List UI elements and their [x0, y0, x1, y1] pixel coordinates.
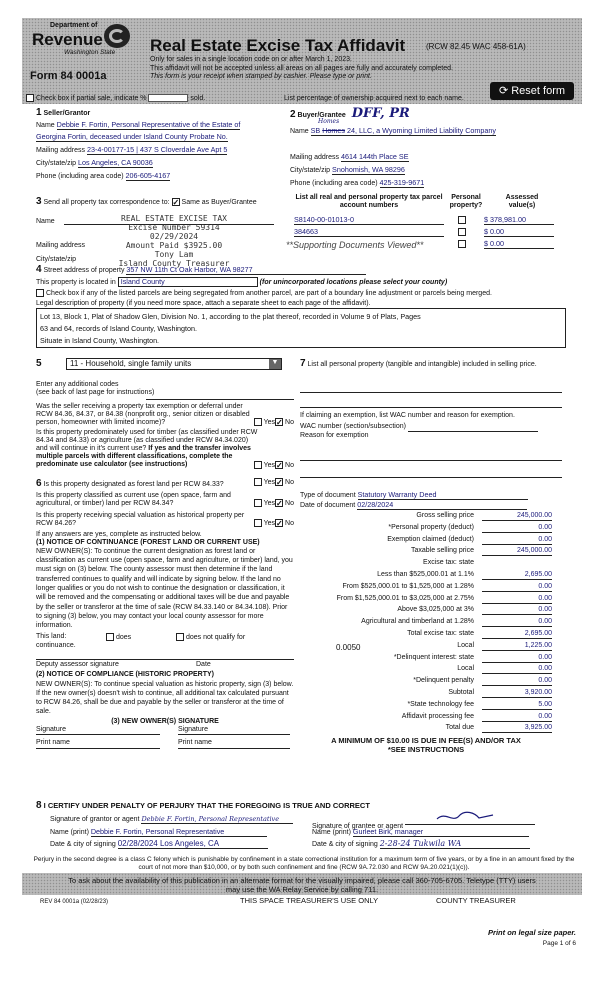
parcel-row	[294, 228, 564, 240]
tax-row: From $1,525,000.01 to $3,025,000 at 2.75% 0.00	[300, 595, 552, 607]
document-type-input[interactable]: Statutory Warranty Deed	[358, 491, 528, 500]
legal-description-input[interactable]: Lot 13, Block 1, Plat of Shadow Glen, Division No. 1, according to the plat thereof, recorded in Volume 9 of Plats, Pages 63 and 64, records of Island County, Washington. Situate in Island County, Washington.	[36, 308, 566, 348]
personal-property-section: 7 List all personal property (tangible and intangible) included in selling price. If claiming an exemption, list WAC number and reason for exemption. WAC number (section/subsection) Reason for exemption Type of document Statutory Warranty Deed Date of document 02/28/2024	[300, 358, 562, 510]
land-use-section: 5 11 - Household, single family units ▼ Enter any additional codes (see back of last page for instructions) Was the seller receiving a property tax exemption or deferral under RCW 84.36, 84.37, or 84.38 (nonprofit org., senior citizen or disabled person, homeowner with limited income)? Yes✓ No Is this property predominately used for timber (as classified under RCW 84.34 and 84.33) or agriculture (as classified under RCW 84.34.020) and will continue in it's current use? If yes and the transfer involves multiple parcels with different classifications, complete the predominate use calculator (see instructions) Yes✓ No	[36, 358, 294, 470]
timber-no-checkbox[interactable]: ✓	[276, 460, 283, 470]
partial-sale: Check box if partial sale, indicate % sold.	[26, 94, 205, 103]
grantee-signature[interactable]	[405, 816, 535, 825]
buyer-section: 2 Buyer/Grantee DFF, PR Homes Name SB Homes 24, LLC, a Wyoming Limited Liability Company Mailing address 4614 144th Place SE City/state/zip Snohomish, WA 98296 Phone (including area code) 425-319-9671	[290, 106, 496, 188]
dropdown-icon: ▼	[269, 359, 281, 369]
tax-calculation: Gross selling price 245,000.00 *Personal property (deduct) 0.00 Exemption claimed (deduct) 0.00 Taxable selling price 245,000.00 Excise tax: state Less than $525,000.01 at 1.1% 2,695.00 From $525,000.01 to $1,525,000 at 1.28% 0.00 From $1,525,000.01 to $3,025,000 at 2.75% 0.00 Above $3,025,000 at 3% 0.00 Agricultural and timberland at 1.28% 0.00 Total excise tax: state 2,695.00 0.0050 Local 1,225.00 *Delinquent interest: state 0.00 Local 0.00 *Delinquent penalty 0.00 Subtotal 3,920.00 *State technology fee 5.00 Affidavit processing fee 0.00 Total due 3,925.00 A MINIMUM OF $10.00 IS DUE IN FEE(S) AND/OR TAX *SEE INSTRUCTIONS	[300, 512, 552, 754]
assessed-value-input[interactable]: $ 378,981.00	[484, 216, 554, 225]
forest-yes-checkbox[interactable]	[254, 478, 262, 486]
treasurer-use-only: THIS SPACE TREASURER'S USE ONLY	[240, 896, 379, 905]
tax-row: Local 0.00	[300, 665, 552, 677]
dor-logo-text: Revenue	[32, 30, 103, 49]
tax-row: *State technology fee 5.00	[300, 701, 552, 713]
buyer-city-input[interactable]: Snohomish, WA 98296	[332, 165, 405, 175]
seller-mailing-input[interactable]: 23-4-00177-15 | 437 S Cloverdale Ave Apt 5	[86, 144, 228, 154]
land-does-not-checkbox[interactable]	[176, 633, 184, 641]
new-owner-print-1[interactable]	[36, 748, 160, 749]
tax-correspondence-section: 3 Send all property tax correspondence to: ✓ Same as Buyer/Grantee Name Mailing address City/state/zip REAL ESTATE EXCISE TAX Excise Number 59314 02/29/2024 Amount Paid $3925.00 Tony Lam Island County Treasurer	[36, 196, 286, 260]
treasurer-stamp: REAL ESTATE EXCISE TAX Excise Number 59314 02/29/2024 Amount Paid $3925.00 Tony Lam Island County Treasurer	[118, 213, 230, 268]
document-date-input[interactable]: 02/28/2024	[357, 501, 527, 510]
personal-property-checkbox[interactable]	[458, 216, 466, 224]
land-use-code-select[interactable]: 11 - Household, single family units ▼	[66, 358, 282, 370]
tax-row: *Delinquent interest: state 0.00	[300, 654, 552, 666]
forest-land-section: 6 Is this property designated as forest land per RCW 84.33? Yes✓ No Is this property classified as current use (open space, farm and agricultural, or timber) land per RCW 84.34? Yes✓ No Is this property receiving special valuation as historical property per RCW 84.26? Yes✓ No If any answers are yes, complete as instructed below. (1) NOTICE OF CONTINUANCE (FOREST LAND OR CURRENT USE) NEW OWNER(S): To continue the current designation as forest land or classification as current use (open space, farm and agriculture, or timber) land, you must sign on (3) below. The county assessor must then determine if the land transferred continues to qualify and will indicate by signing below. If the land no longer qualifies or you do not wish to continue the designation or classification, it will be removed and the compensating or additional taxes will be due and payable by the seller or transferor at the time of sale (RCW 84.33.140 or 84.34.108). Prior to signing (3) below, you may contact your local county assessor for more information. This land: continuance. does does not qualify for Deputy assessor signature Date (2) NOTICE OF COMPLIANCE (HISTORIC PROPERTY) NEW OWNER(S): To continue special valuation as historic property, sign (3) below. If the new owner(s) doesn't wish to continue, all additional tax calculated pursuant to RCW 84.26, shall be due and payable by the seller or transferor at the time of sale. (3) NEW OWNER(S) SIGNATURE Signature Signature Print name Print name	[36, 478, 294, 762]
county-select[interactable]: Island County	[118, 277, 258, 287]
tax-row: Gross selling price 245,000.00	[300, 512, 552, 524]
buyer-phone-input[interactable]: 425-319-9671	[379, 178, 425, 188]
reset-form-button[interactable]: ⟳ Reset form	[490, 82, 574, 100]
seller-city-input[interactable]: Los Angeles, CA 90036	[78, 157, 153, 167]
perjury-notice: Perjury in the second degree is a class C felony which is punishable by confinement in a state correctional institution for a maximum term of five years, or by a fine in an amount fixed by the court of not more than $10,000, or by both such confinement and fine (RCW 9A.72.030 and RCW 9A.20.021(1)(c)).	[33, 856, 575, 871]
certification-section: 8 I CERTIFY UNDER PENALTY OF PERJURY THAT THE FOREGOING IS TRUE AND CORRECT Signature of grantor or agent Debbie F. Fortin, Personal Representative Name (print) Debbie F. Fortin, Personal Representative Date & city of signing 02/28/2024 Los Angeles, CA Signature of grantee or agent Name (print) Gurleet Birk, manager Date & city of signing 2-28-24 Tukwila WA	[36, 800, 566, 850]
tax-row: Agricultural and timberland at 1.28% 0.00	[300, 618, 552, 630]
tax-row: *Delinquent penalty 0.00	[300, 677, 552, 689]
exemption-deduct[interactable]: 0.00	[482, 536, 552, 545]
tax-row: Taxable selling price 245,000.00	[300, 547, 552, 559]
form-number: Form 84 0001a	[30, 70, 107, 82]
parcel-row	[286, 239, 564, 252]
total-due: 3,925.00	[482, 724, 552, 733]
page-number: Page 1 of 6	[542, 940, 576, 947]
personal-property-checkbox[interactable]	[458, 228, 466, 236]
gross-selling-price[interactable]: 245,000.00	[482, 512, 552, 521]
tax-row: 0.0050 Local 1,225.00	[336, 641, 552, 652]
dor-logo: Department of Revenue Washington State	[30, 22, 140, 68]
tax-row: Total due 3,925.00	[300, 724, 552, 736]
land-does-checkbox[interactable]	[106, 633, 114, 641]
tax-row: From $525,000.01 to $1,525,000 at 1.28% 0.00	[300, 583, 552, 595]
county-treasurer: COUNTY TREASURER	[436, 896, 516, 905]
personal-property-checkbox[interactable]	[458, 240, 466, 248]
timber-yes-checkbox[interactable]	[254, 461, 262, 469]
buyer-name-input[interactable]: SB Homes 24, LLC, a Wyoming Limited Liability Company	[310, 125, 496, 135]
historic-yes-checkbox[interactable]	[254, 519, 262, 527]
tax-row: Subtotal 3,920.00	[300, 689, 552, 701]
grantee-date-city-input[interactable]: 2-28-24 Tukwila WA	[380, 839, 530, 849]
tax-row: Less than $525,000.01 at 1.1% 2,695.00	[300, 571, 552, 583]
form-notes: Only for sales in a single location code on or after March 1, 2023. This affidavit will not be accepted unless all areas on all pages are fully and accurately completed. This form is your receipt when stamped by cashier. Please type or print.	[150, 56, 453, 80]
availability-banner: To ask about the availability of this publication in an alternate format for the visually impaired, please call 360-705-6705. Teletype (TTY) users may use the WA Relay Service by calling 711.	[22, 873, 582, 895]
legal-paper-note: Print on legal size paper.	[488, 928, 576, 937]
seller-name-line2[interactable]: Georgina Fortin, deceased under Island County Probate No.	[36, 131, 228, 141]
property-section: 4 Street address of property 357 NW 11th Ct Oak Harbor, WA 98277 This property is located in Island County (for unincorporated locations please select your county) Check box if any of the listed parcels are being segregated from another parcel, are part of a boundary line adjustment or parcels being merged. Legal description of property (if you need more space, attach a separate sheet to each page of the affidavit). Lot 13, Block 1, Plat of Shadow Glen, Division No. 1, according to the plat thereof, recorded in Volume 9 of Plats, Pages 63 and 64, records of Island County, Washington. Situate in Island County, Washington.	[36, 264, 566, 348]
new-owner-signature-1[interactable]	[36, 734, 160, 735]
grantee-name-input[interactable]: Gurleet Birk, manager	[353, 828, 529, 837]
tax-row: Total excise tax: state 2,695.00	[300, 630, 552, 642]
parcel-number-input[interactable]: S8140-00-01013-0	[294, 216, 444, 225]
new-owner-print-2[interactable]	[178, 748, 290, 749]
taxable-selling-price: 245,000.00	[482, 547, 552, 556]
form-rcw: (RCW 82.45 WAC 458-61A)	[426, 42, 526, 51]
form-title: Real Estate Excise Tax Affidavit	[150, 36, 406, 55]
personal-property-deduct[interactable]: 0.00	[482, 524, 552, 533]
grantor-name-input[interactable]: Debbie F. Fortin, Personal Representative	[91, 828, 267, 837]
grantor-signature[interactable]: Debbie F. Fortin, Personal Representative	[141, 816, 293, 824]
tax-row: Exemption claimed (deduct) 0.00	[300, 536, 552, 548]
assessed-value-input[interactable]: $ 0.00	[484, 240, 554, 249]
reset-icon: ⟳	[498, 85, 509, 97]
new-owner-signature-2[interactable]	[178, 734, 290, 735]
dor-logo-icon	[104, 24, 130, 48]
historic-no-checkbox[interactable]: ✓	[276, 518, 283, 528]
forest-no-checkbox[interactable]: ✓	[276, 478, 283, 487]
local-rate: 0.0050	[336, 642, 361, 652]
partial-sale-checkbox[interactable]	[26, 94, 34, 102]
parcel-row	[294, 216, 564, 228]
street-address-input[interactable]: 357 NW 11th Ct Oak Harbor, WA 98277	[126, 266, 366, 275]
tax-row: Affidavit processing fee 0.00	[300, 713, 552, 725]
buyer-handwritten-initials: DFF, PR	[351, 106, 410, 121]
reason-input[interactable]	[300, 460, 562, 461]
exemption-yes-checkbox[interactable]	[254, 418, 262, 426]
tax-row: Above $3,025,000 at 3% 0.00	[300, 606, 552, 618]
current-use-yes-checkbox[interactable]	[254, 499, 262, 507]
same-as-buyer-checkbox[interactable]: ✓	[172, 198, 180, 208]
wac-number-input[interactable]	[408, 423, 538, 432]
partial-sale-percent-input[interactable]	[148, 94, 188, 102]
parcels-section: List all real and personal property tax parcel account numbers Personal property? Assessed value(s) S8140-00-01013-0 $ 378,981.00 384663 $ 0.00 **Supporting Documents Viewed** $ 0.00	[294, 194, 564, 252]
seller-phone-input[interactable]: 206-605-4167	[125, 170, 171, 180]
parcel-number-input[interactable]: 384663	[294, 228, 444, 237]
form-header	[22, 18, 582, 104]
exemption-no-checkbox[interactable]: ✓	[276, 418, 283, 428]
revision: REV 84 0001a (02/28/23)	[40, 899, 109, 905]
seller-section: 1 Seller/Grantor Name Debbie F. Fortin, Personal Representative of the Estate of Georgina Fortin, deceased under Island County Probate No. Mailing address 23-4-00177-15 | 437 S Cloverdale Ave Apt 5 City/state/zip Los Angeles, CA 90036 Phone (including area code) 206-605-4167	[36, 107, 241, 180]
grantee-signature-scribble	[435, 811, 495, 823]
segregated-checkbox[interactable]	[36, 289, 44, 297]
assessed-value-input[interactable]: $ 0.00	[484, 228, 554, 237]
tax-row: Excise tax: state	[423, 559, 474, 567]
seller-name-input[interactable]: Debbie F. Fortin, Personal Representative of the Estate of	[56, 119, 241, 129]
grantor-date-city-input[interactable]: 02/28/2024 Los Angeles, CA	[118, 839, 268, 849]
tax-row: *Personal property (deduct) 0.00	[300, 524, 552, 536]
ownership-note: List percentage of ownership acquired next to each name.	[284, 95, 464, 102]
buyer-mailing-input[interactable]: 4614 144th Place SE	[340, 151, 409, 161]
supporting-docs-stamp: **Supporting Documents Viewed**	[286, 240, 424, 250]
current-use-no-checkbox[interactable]: ✓	[276, 498, 283, 508]
